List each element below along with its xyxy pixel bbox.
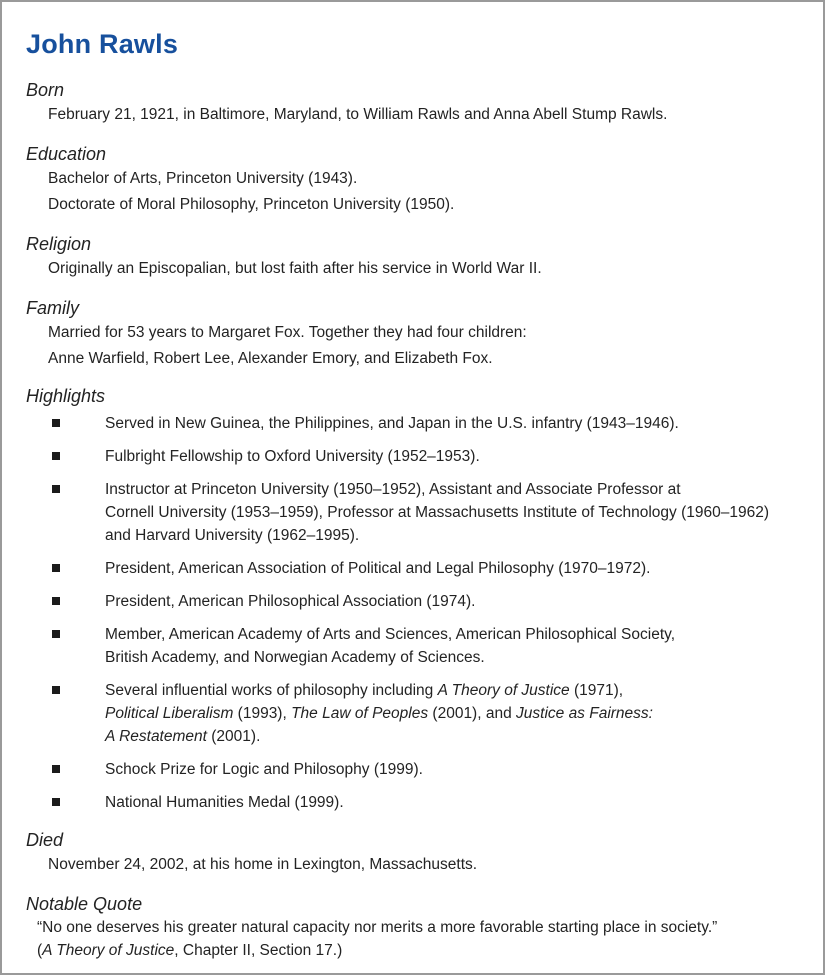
book-title: A Restatement [105,728,207,745]
notable-quote-heading: Notable Quote [26,894,143,914]
highlight-text [105,702,799,725]
religion-heading: Religion [26,234,92,254]
highlight-text: British Academy, and Norwegian Academy of Sciences. [105,649,485,666]
highlight-text: Member, American Academy of Arts and Sciences, American Philosophical Society, [105,626,676,643]
section-died [26,828,799,878]
section-family [26,296,799,372]
religion-text: Originally an Episcopalian, but lost faith after his service in World War II. [48,260,542,277]
section-notable-quote [26,892,799,962]
highlight-text [105,725,799,748]
page-title: John Rawls [26,29,179,59]
highlight-text: President, American Philosophical Association (1974). [105,593,476,610]
bullet-square-icon [52,765,60,773]
highlight-text-segment: (1971), [569,682,624,699]
bullet-square-icon [52,597,60,605]
section-education [26,142,799,218]
section-born [26,78,799,128]
bullet-square-icon [52,630,60,638]
list-item [26,679,799,748]
highlight-text: Fulbright Fellowship to Oxford University (1952–1953). [105,448,480,465]
section-highlights [26,384,799,814]
list-item [26,758,799,781]
highlight-text: and Harvard University (1962–1995). [105,527,360,544]
bullet-square-icon [52,419,60,427]
died-heading: Died [26,830,64,850]
bullet-square-icon [52,485,60,493]
highlight-text: Schock Prize for Logic and Philosophy (1999). [105,761,423,778]
citation-segment: , Chapter II, Section 17.) [174,942,343,959]
highlight-text-segment: (2001). [206,728,261,745]
highlight-text: President, American Association of Political and Legal Philosophy (1970–1972). [105,560,651,577]
highlight-text: Instructor at Princeton University (1950–1952), Assistant and Associate Professor at [105,481,681,498]
highlights-heading: Highlights [26,386,106,406]
list-item [26,557,799,580]
family-heading: Family [26,298,79,318]
bullet-square-icon [52,686,60,694]
family-line: Anne Warfield, Robert Lee, Alexander Emory, and Elizabeth Fox. [48,350,493,367]
citation-segment: ( [37,942,43,959]
education-heading: Education [26,144,107,164]
born-heading: Born [26,80,65,100]
list-item [26,412,799,435]
bullet-square-icon [52,564,60,572]
list-item [26,445,799,468]
book-title: Justice as Fairness: [516,705,653,722]
highlight-text-segment: (2001), and [428,705,517,722]
bullet-square-icon [52,798,60,806]
list-item [26,590,799,613]
highlight-text: Cornell University (1953–1959), Professor at Massachusetts Institute of Technology (1960–1962) [105,504,769,521]
quote-citation [26,939,799,962]
education-line: Bachelor of Arts, Princeton University (1943). [48,170,358,187]
list-item [26,478,799,547]
highlight-text: Served in New Guinea, the Philippines, and Japan in the U.S. infantry (1943–1946). [105,415,679,432]
book-title: Political Liberalism [105,705,234,722]
family-line: Married for 53 years to Margaret Fox. Together they had four children: [48,324,527,341]
highlight-text-segment: Several influential works of philosophy including [105,682,438,699]
book-title: The Law of Peoples [291,705,429,722]
born-text: February 21, 1921, in Baltimore, Maryland, to William Rawls and Anna Abell Stump Rawls. [48,106,668,123]
highlight-text-segment: (1993), [233,705,292,722]
education-line: Doctorate of Moral Philosophy, Princeton University (1950). [48,196,455,213]
book-title: A Theory of Justice [437,682,570,699]
bullet-square-icon [52,452,60,460]
book-title: A Theory of Justice [42,942,175,959]
quote-text: “No one deserves his greater natural capacity nor merits a more favorable starting place in society.” [37,919,718,936]
section-religion [26,232,799,282]
died-text: November 24, 2002, at his home in Lexington, Massachusetts. [48,856,478,873]
highlights-list [26,412,799,814]
list-item [26,623,799,669]
highlight-text [105,679,799,702]
list-item [26,791,799,814]
highlight-text: National Humanities Medal (1999). [105,794,344,811]
